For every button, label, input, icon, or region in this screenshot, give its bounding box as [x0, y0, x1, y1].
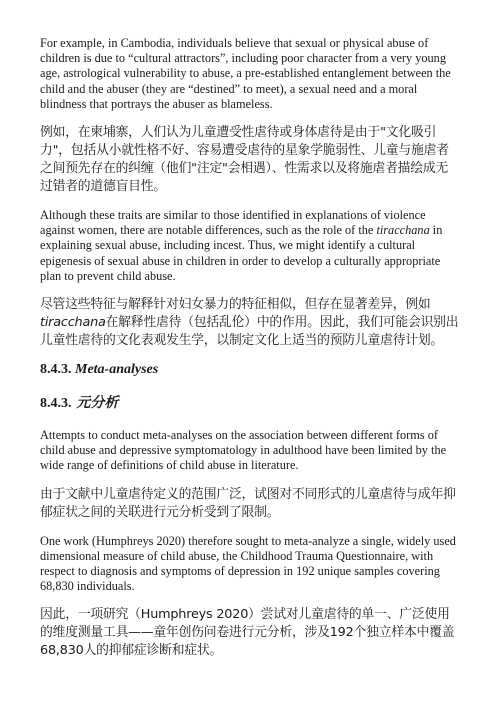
- paragraph-meta-en: Attempts to conduct meta-analyses on the association between different forms of child abuse and depressive symptomatology in adulthood have been limited by the wide range of definitions of child abuse in literature.: [40, 428, 447, 473]
- paragraph-humphreys-zh: 因此，一项研究（Humphreys 2020）尝试对儿童虐待的单一、广泛使用的维度测量工具——童年创伤问卷进行元分析，涉及192个独立样本中覆盖68,830人的抑郁症诊断和症状。: [40, 607, 455, 659]
- term-tiracchana: tiracchana: [376, 223, 430, 238]
- section-title-en: Meta-analyses: [75, 362, 159, 378]
- section-number: 8.4.3.: [40, 362, 72, 378]
- section-heading-en: [40, 362, 460, 378]
- paragraph-humphreys-en: One work (Humphreys 2020) therefore sought to meta-analyze a single, widely used dimensional measure of child abuse, the Childhood Trauma Questionnaire, with respect to diagnosis and symptoms of depression in 192 unique samples covering 68,830 individuals.: [40, 533, 456, 594]
- paragraph-traits-zh-part-a: 尽管这些特征与解释针对妇女暴力的特征相似，但存在显著差异，例如: [40, 297, 431, 313]
- section-title-zh: 元分析: [76, 395, 119, 412]
- paragraph-traits-en-part-b: in explaining sexual abuse, including incest. Thus, we might identify a cultural epigenesis of sexual abuse in children in order to develop a culturally appropriate plan to prevent child abuse.: [40, 223, 443, 283]
- section-number-zh: 8.4.3.: [40, 396, 72, 412]
- paragraph-traits-zh-part-b: 在解释性虐待（包括乱伦）中的作用。因此，我们可能会识别出儿童性虐待的文化表观发生学，以制定文化上适当的预防儿童虐待计划。: [40, 315, 459, 349]
- paragraph-traits-zh: [40, 296, 460, 350]
- paragraph-meta-zh: 由于文献中儿童虐待定义的范围广泛，试图对不同形式的儿童虐待与成年抑郁症状之间的关联进行元分析受到了限制。: [40, 486, 456, 520]
- term-tiracchana-zh: tiracchana: [40, 315, 106, 331]
- paragraph-traits-en: [40, 208, 460, 284]
- paragraph-traits-en-part-a: Although these traits are similar to those identified in explanations of violence against women, there are notable differences, such as the role of the: [40, 208, 426, 238]
- paragraph-cambodia-zh: 例如，在柬埔寨，人们认为儿童遭受性虐待或身体虐待是由于"文化吸引力"，包括从小就性格不好、容易遭受虐待的星象学脆弱性、儿童与施虐者之间预先存在的纠缠（他们"注定"会相遇）、性需求以及将施虐者描绘成无过错者的道德盲目性。: [40, 125, 449, 195]
- section-heading-zh: [40, 392, 460, 412]
- paragraph-cambodia-en: For example, in Cambodia, individuals believe that sexual or physical abuse of children is due to “cultural attractors”, including poor character from a very young age, astrological vulnerability to abuse, a pre-established entanglement between the child and the abuser (they are “destined” to meet), a sexual need and a moral blindness that portrays the abuser as blameless.: [40, 36, 451, 111]
- document-page: [40, 36, 460, 672]
